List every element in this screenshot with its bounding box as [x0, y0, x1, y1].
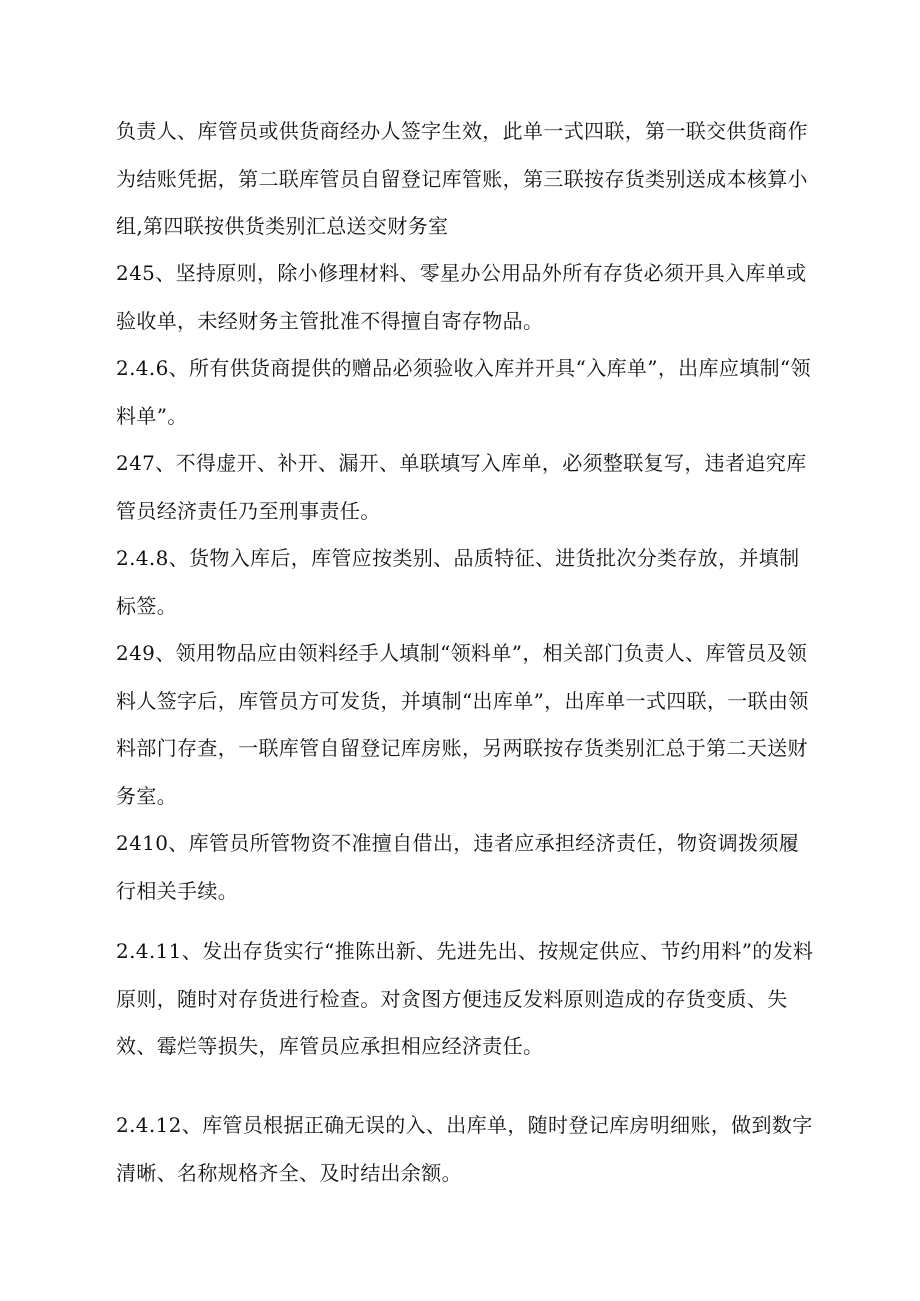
- paragraph-249-material-requisition: 249、领用物品应由领料经手人填制“领料单”，相关部门负责人、库管员及领料人签字后，库管员方可发货，并填制“出库单”，出库单一式四联，一联由领料部门存查，一联库管自留登记库房账，另两联按存货类别汇总于第二天送财务室。: [116, 641, 809, 808]
- paragraph-2410-lending-rules: 2410、库管员所管物资不准擅自借出，违者应承担经济责任，物资调拨须履行相关手续。: [116, 831, 800, 903]
- paragraph-245-storage-principle: 245、坚持原则，除小修理材料、零星办公用品外所有存货必须开具入库单或验收单，未经财务主管批准不得擅自寄存物品。: [116, 261, 807, 333]
- paragraph-247-receipt-rules: 247、不得虚开、补开、漏开、单联填写入库单，必须整联复写，违者追究库管员经济责任乃至刑事责任。: [116, 451, 807, 523]
- paragraph-2412-ledger-recording: 2.4.12、库管员根据正确无误的入、出库单，随时登记库房明细账，做到数字清晰、名称规格齐全、及时结出余额。: [116, 1113, 813, 1185]
- paragraph-2411-issue-principle: 2.4.11、发出存货实行“推陈出新、先进先出、按规定供应、节约用料”的发料原则，随时对存货进行检查。对贪图方便违反发料原则造成的存货变质、失效、霉烂等损失，库管员应承担相应经济责任。: [116, 939, 814, 1058]
- paragraph-receipt-form-copies: 负责人、库管员或供货商经办人签字生效，此单一式四联，第一联交供货商作为结账凭据，第二联库管员自留登记库管账，第三联按存货类别送成本核算小组,第四联按供货类别汇总送交财务室: [116, 119, 808, 238]
- paragraph-248-goods-storage: 2.4.8、货物入库后，库管应按类别、品质特征、进货批次分类存放，并填制标签。: [116, 546, 800, 618]
- paragraph-246-gift-items: 2.4.6、所有供货商提供的赠品必须验收入库并开具“入库单”，出库应填制“领料单”。: [116, 356, 811, 428]
